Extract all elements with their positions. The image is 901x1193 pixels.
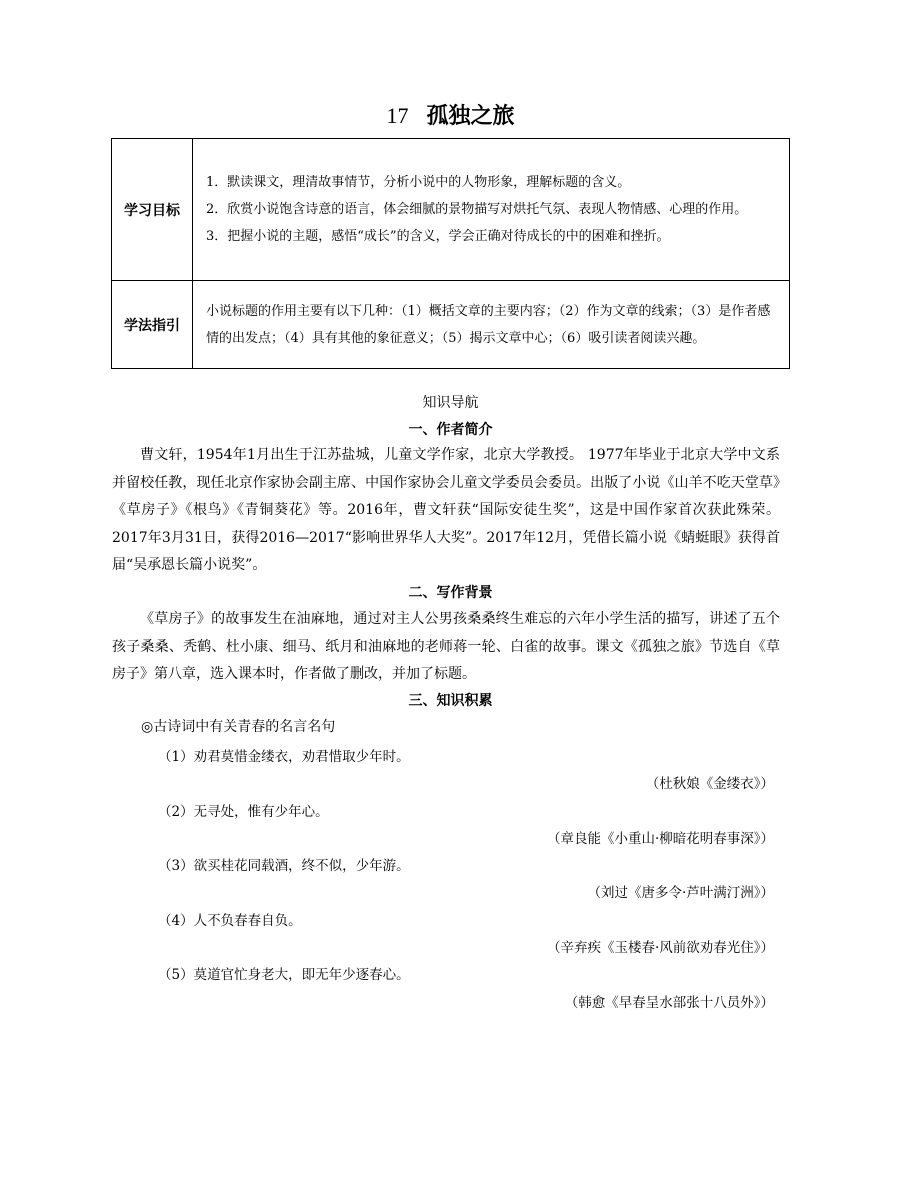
section-heading-author: 一、作者简介: [408, 422, 493, 438]
quote-source: （韩愈《早春呈水部张十八员外》）: [564, 995, 774, 1011]
quote-source: （杜秋娘《金缕衣》）: [645, 776, 774, 792]
lesson-info-table: [111, 138, 790, 369]
quote-source: （辛弃疾《玉楼春·风前欲劝春光住》）: [546, 940, 774, 956]
quote-line: （2）无寻处，惟有少年心。: [158, 804, 329, 820]
lesson-title: [0, 100, 901, 133]
goal-item: 1．默读课文，理清故事情节，分析小说中的人物形象，理解标题的含义。: [206, 175, 631, 190]
quote-source: （刘过《唐多令·芦叶满汀洲》）: [587, 885, 774, 901]
lesson-number: 17: [386, 103, 409, 128]
goals-label: 学习目标: [112, 139, 193, 281]
method-label: 学法指引: [112, 281, 193, 369]
quote-source: （章良能《小重山·柳暗花明春事深》）: [546, 831, 774, 847]
goal-item: 3．把握小说的主题，感悟“成长”的含义，学会正确对待成长的中的困难和挫折。: [206, 229, 670, 244]
quote-line: （3）欲买桂花同载酒，终不似，少年游。: [158, 858, 410, 874]
quote-line: （4）人不负春春自负。: [158, 913, 302, 929]
background-paragraph: 《草房子》的故事发生在油麻地，通过对主人公男孩桑桑终生难忘的六年小学生活的描写，讲述了五个孩子桑桑、秃鹤、杜小康、细马、纸月和油麻地的老师蒋一轮、白雀的故事。课文《孤独之旅》节选自《草房子》第八章，选入课本时，作者做了删改，并加了标题。: [112, 611, 780, 682]
section-heading-background: 二、写作背景: [408, 585, 493, 601]
section-heading-knowledge: 三、知识积累: [408, 693, 493, 709]
author-paragraph: 曹文轩，1954年1月出生于江苏盐城，儿童文学作家，北京大学教授。 1977年毕业于北京大学中文系并留校任教，现任北京作家协会副主席、中国作家协会儿童文学委员会委员。出版了小说《山羊不吃天堂草》《草房子》《根鸟》《青铜葵花》等。2016年，曹文轩获“国际安徒生奖”，这是中国作家首次获此殊荣。2017年3月31日，获得2016—2017“影响世界华人大奖”。2017年12月，凭借长篇小说《蜻蜓眼》获得首届“吴承恩长篇小说奖”。: [112, 447, 780, 573]
lesson-title-text: 孤独之旅: [426, 104, 515, 129]
goal-item: 2．欣赏小说饱含诗意的语言，体会细腻的景物描写对烘托气氛、表现人物情感、心理的作用。: [206, 202, 748, 217]
quote-line: （5）莫道官忙身老大，即无年少逐春心。: [158, 967, 410, 983]
goals-content: [193, 139, 790, 281]
knowledge-nav-title: 知识导航: [422, 395, 479, 411]
method-row: [112, 281, 790, 369]
quote-line: （1）劝君莫惜金缕衣，劝君惜取少年时。: [158, 749, 410, 765]
quotes-intro: ◎古诗词中有关青春的名言名句: [141, 719, 336, 735]
method-content: 小说标题的作用主要有以下几种：（1）概括文章的主要内容；（2）作为文章的线索；（3）是作者感情的出发点；（4）具有其他的象征意义；（5）揭示文章中心；（6）吸引读者阅读兴趣。: [193, 281, 790, 369]
goals-row: [112, 139, 790, 281]
